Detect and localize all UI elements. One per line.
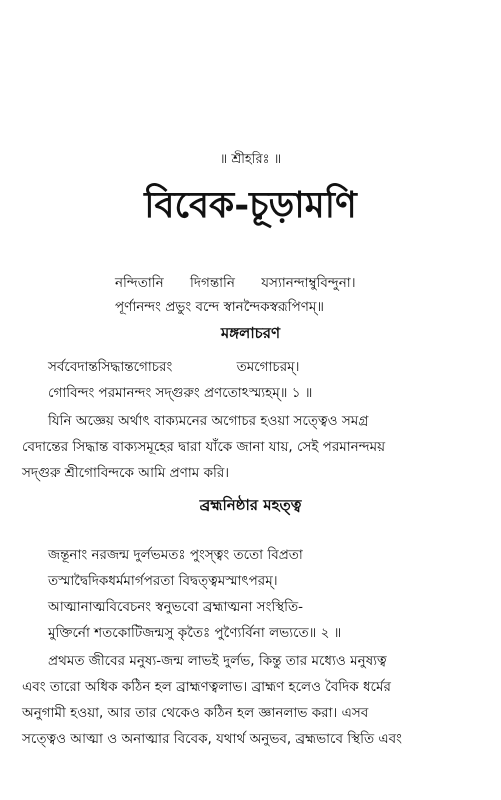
opening-verse-line-1 xyxy=(115,272,356,295)
verse-word: দিগন্তানি xyxy=(190,275,235,291)
verse-word: যস্যানন্দাম্বুবিন্দুনা। xyxy=(261,275,356,291)
section1-prose-line-2: বেদান্তের সিদ্ধান্ত বাক্যসমূহের দ্বারা যাঁকে জানা যায়, সেই পরমানন্দময় xyxy=(22,439,386,455)
section1-verse-line-1 xyxy=(48,356,299,379)
section2-prose-line-1: প্রথমত জীবের মনুষ্য-জন্ম লাভই দুর্লভ, কিন্তু তার মধ্যেও মনুষ্যত্ব xyxy=(48,653,387,669)
page-title: বিবেক-চূড়ামণি xyxy=(144,184,357,226)
opening-verse-line-2: পূর্ণানন্দং প্রভুং বন্দে স্বানন্দৈকস্বরূপিণম্॥ xyxy=(115,299,325,315)
verse-word: সর্ববেদান্তসিদ্ধান্তগোচরং xyxy=(48,359,173,375)
section2-verse-line-2: তস্মাদ্বৈদিকধর্মমার্গপরতা বিদ্বত্ত্বমস্মাৎপরম্। xyxy=(48,573,278,589)
verse-word: নন্দিতানি xyxy=(115,275,164,291)
section2-prose-line-2: এবং তারো অধিক কঠিন হল ব্রাহ্মণত্বলাভ। ব্রাহ্মণ হলেও বৈদিক ধর্মের xyxy=(22,679,391,695)
section2-verse-line-4: মুক্তির্নো শতকোটিজন্মসু কৃতৈঃ পুণ্যৈর্বিনা লভ্যতে॥ ২ ॥ xyxy=(48,625,342,641)
section-heading-mangalacharan: মঙ্গলাচরণ xyxy=(220,324,281,342)
section2-prose-line-4: সত্ত্বেও আত্মা ও অনাত্মার বিবেক, যথার্থ অনুভব, ব্রহ্মভাবে স্থিতি এবং xyxy=(22,731,402,747)
section-heading-brahmanishtha: ব্রহ্মনিষ্ঠার মহত্ত্ব xyxy=(199,496,302,514)
verse-word: তমগোচরম্। xyxy=(236,359,300,375)
invocation-line: ॥ শ্রীহরিঃ ॥ xyxy=(219,152,282,167)
section1-prose-line-3: সদ্গুরু শ্রীগোবিন্দকে আমি প্রণাম করি। xyxy=(22,465,230,481)
section2-verse-line-1: জন্তূনাং নরজন্ম দুর্লভমতঃ পুংস্ত্বং ততো বিপ্রতা xyxy=(48,547,303,563)
section1-prose-line-1: যিনি অজ্ঞেয় অর্থাৎ বাক্যমনের অগোচর হওয়া সত্ত্বেও সমগ্র xyxy=(48,413,369,429)
section1-verse-line-2: গোবিন্দং পরমানন্দং সদ্গুরুং প্রণতোঽস্ম্যহম্॥ ১ ॥ xyxy=(48,385,313,401)
section2-verse-line-3: আত্মানাত্মবিবেচনং স্বনুভবো ব্রহ্মাত্মনা সংস্থিতি- xyxy=(48,599,304,615)
section2-prose-line-3: অনুগামী হওয়া, আর তার থেকেও কঠিন হল জ্ঞানলাভ করা। এসব xyxy=(22,705,369,721)
